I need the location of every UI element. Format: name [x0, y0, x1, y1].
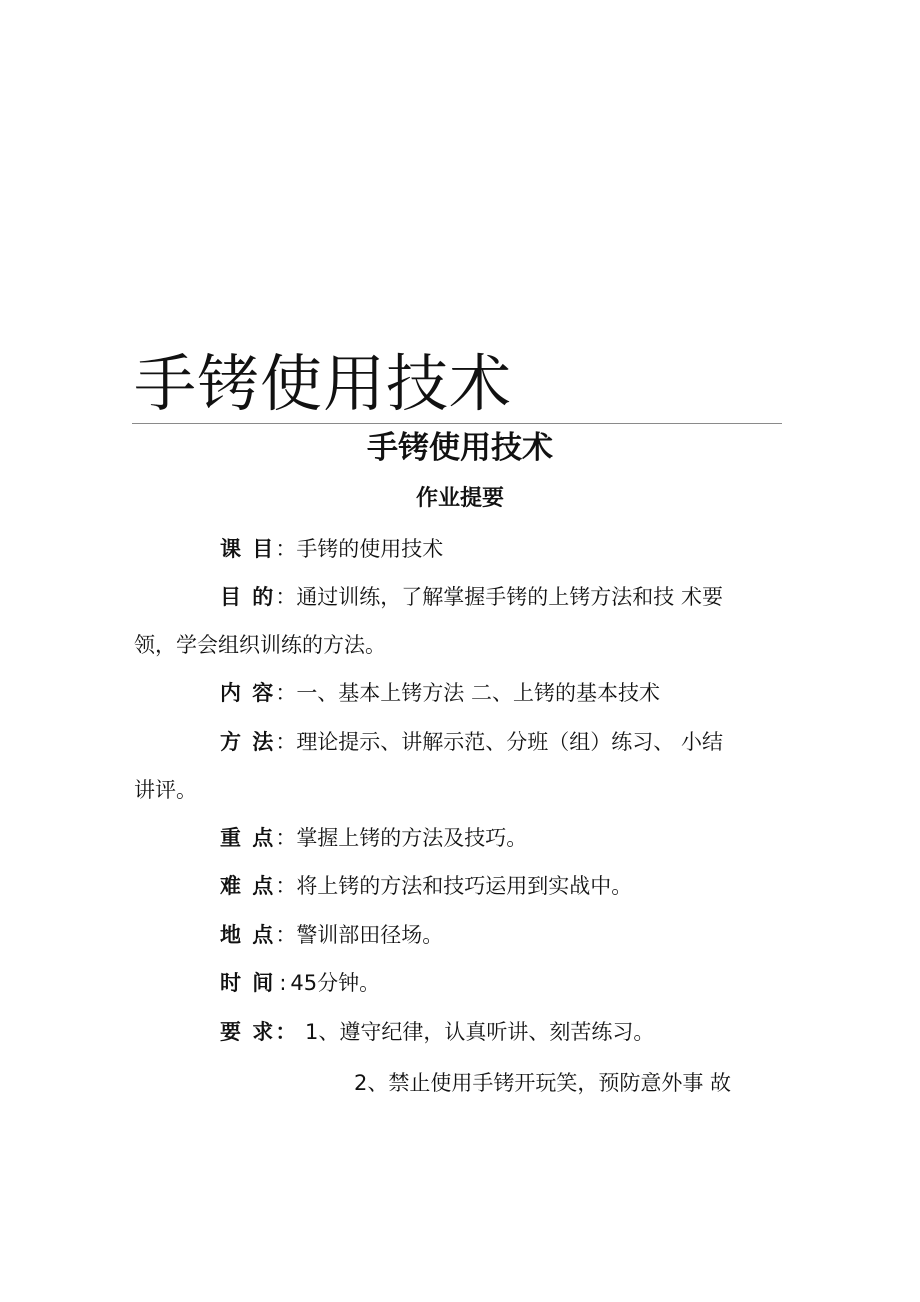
- item-requirements: [220, 1017, 654, 1047]
- item-subject: [220, 534, 443, 564]
- item-label: 课 目: [220, 537, 276, 561]
- item-text: 通过训练，了解掌握手铐的上铐方法和技 术要: [296, 585, 723, 609]
- item-separator: ：: [275, 537, 297, 561]
- item-text: 理论提示、讲解示范、分班（组）练习、 小结: [296, 730, 723, 754]
- item-method-continuation: 讲评。: [134, 778, 197, 802]
- item-separator: ：: [275, 923, 297, 947]
- item-content: [220, 678, 660, 708]
- item-separator: :: [279, 971, 287, 995]
- document-big-title: 手铐使用技术: [134, 347, 513, 420]
- item-separator: ：: [275, 585, 297, 609]
- item-separator: ：: [275, 730, 297, 754]
- item-label: 目 的: [220, 585, 276, 609]
- item-label: 时 间: [220, 971, 276, 995]
- item-label: 难 点: [220, 874, 276, 898]
- item-time: [220, 968, 380, 998]
- item-location: [220, 920, 443, 950]
- document-subtitle: 手铐使用技术: [367, 430, 553, 466]
- item-text: 掌握上铐的方法及技巧。: [296, 826, 528, 850]
- item-separator: ：: [275, 826, 297, 850]
- item-purpose-continuation: 领，学会组织训练的方法。: [134, 633, 386, 657]
- item-separator: ：: [275, 874, 297, 898]
- item-separator: ：: [275, 1020, 299, 1044]
- item-label: 地 点: [220, 923, 276, 947]
- item-text: 手铐的使用技术: [296, 537, 444, 561]
- item-method: [220, 727, 723, 757]
- item-key-point: [220, 823, 527, 853]
- item-label: 方 法: [220, 730, 276, 754]
- item-purpose: [220, 582, 723, 612]
- item-separator: ：: [275, 681, 297, 705]
- item-text: 一、基本上铐方法 二、上铐的基本技术: [296, 681, 660, 705]
- item-text: 警训部田径场。: [296, 923, 444, 947]
- section-heading: 作业提要: [415, 486, 504, 511]
- item-label: 重 点: [220, 826, 276, 850]
- item-label: 内 容: [220, 681, 276, 705]
- item-text: 45分钟。: [290, 971, 381, 995]
- item-difficulty: [220, 871, 632, 901]
- title-divider: [132, 423, 782, 424]
- item-label: 要 求: [220, 1020, 276, 1044]
- item-text: 将上铐的方法和技巧运用到实战中。: [296, 874, 633, 898]
- requirement-2: 2、禁止使用手铐开玩笑，预防意外事 故: [354, 1071, 732, 1095]
- item-text: 1、遵守纪律，认真听讲、刻苦练习。: [298, 1020, 655, 1044]
